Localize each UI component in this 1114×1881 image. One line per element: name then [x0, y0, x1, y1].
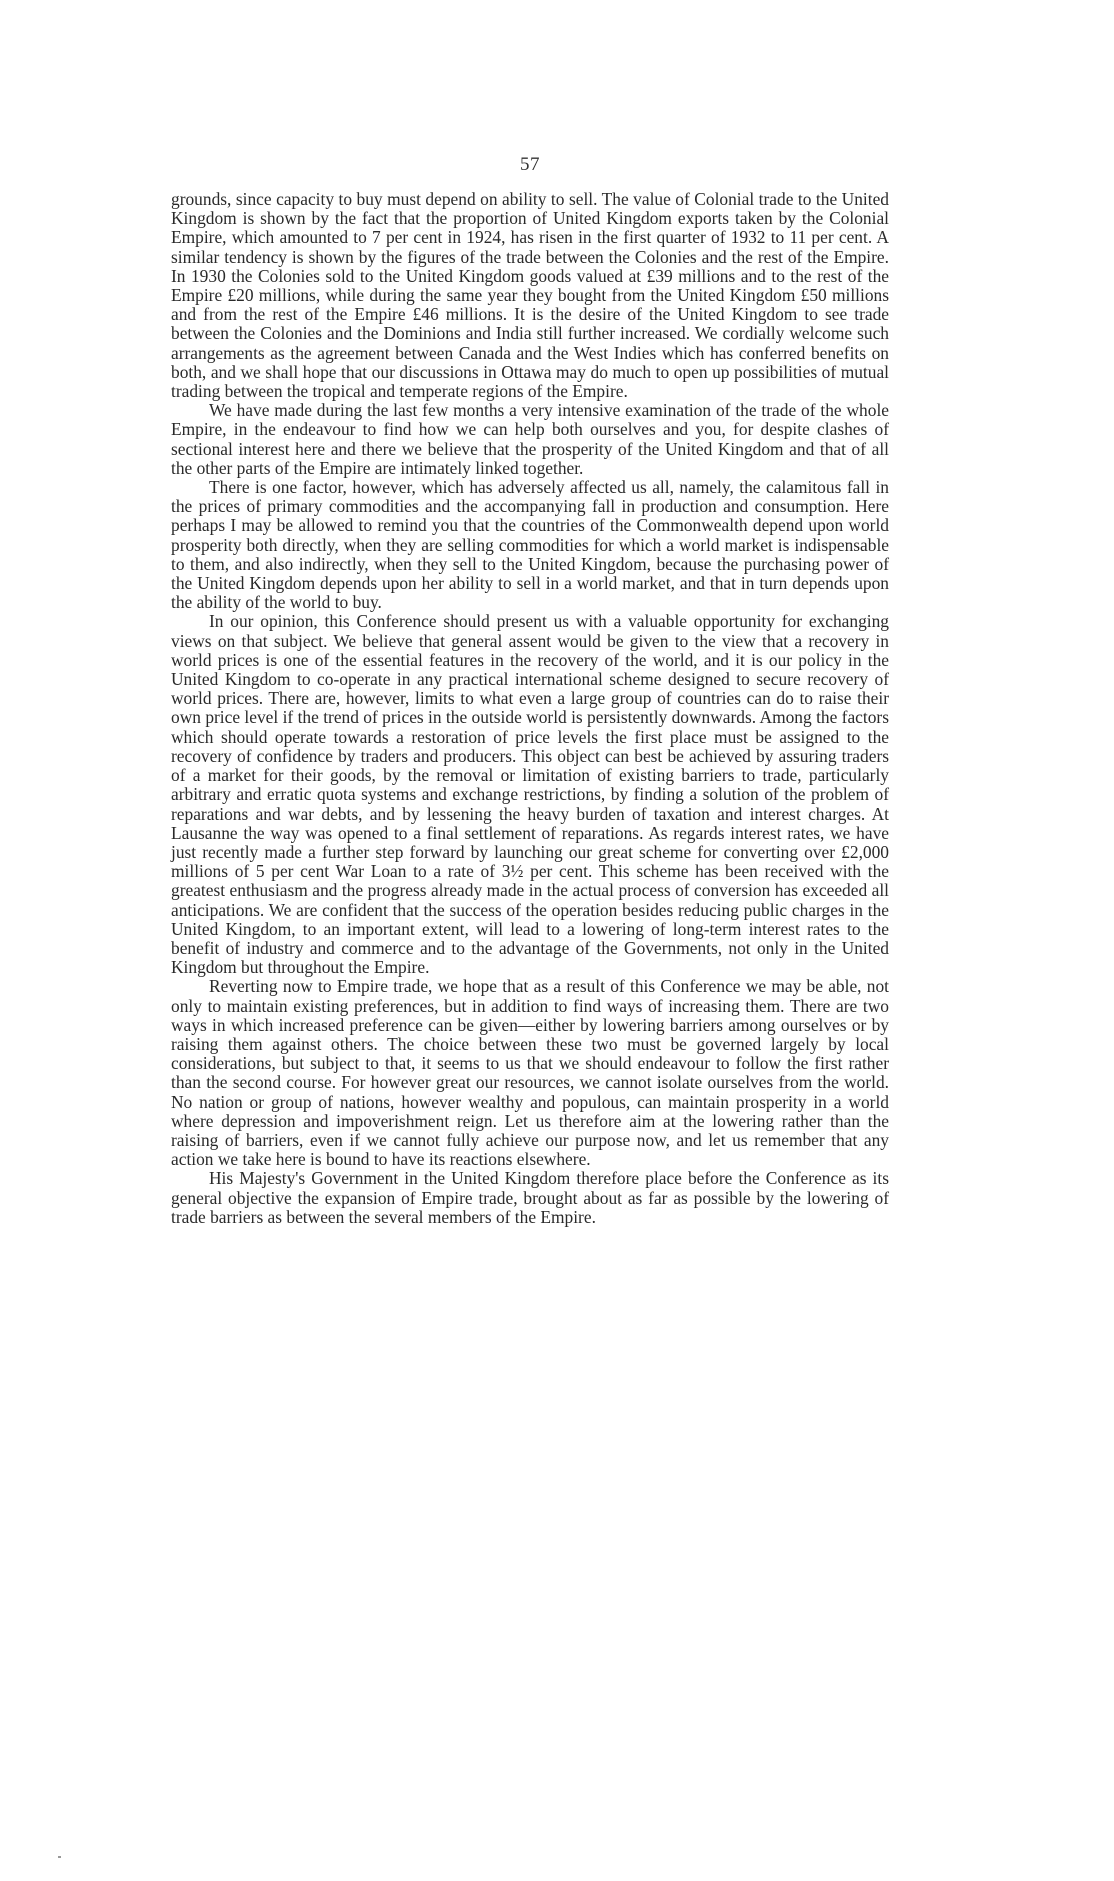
paragraph-objective: His Majesty's Government in the United Kingdom therefore place before the Conference as its general objective the expansion of Empire trade, brought about as far as possible by the lowering of trade barriers as between the several members of the Empire.	[171, 1168, 889, 1227]
paragraph-conference-opinion: In our opinion, this Conference should present us with a valuable opportunity for exchanging views on that subject. We believe that general assent would be given to the view that a recovery in world prices is one of the essential features in the recovery of the world, and it is our policy in the United Kingdom to co-operate in any practical international scheme designed to secure recovery of world prices. There are, however, limits to what even a large group of countries can do to raise their own price level if the trend of prices in the outside world is persistently downwards. Among the factors which should operate towards a restoration of price levels the first place must be assigned to the recovery of confidence by traders and producers. This object can best be achieved by assuring traders of a market for their goods, by the removal or limitation of existing barriers to trade, particularly arbitrary and erratic quota systems and exchange restrictions, by finding a solution of the problem of reparations and war debts, and by lessening the heavy burden of taxation and interest charges. At Lausanne the way was opened to a final settlement of reparations. As regards interest rates, we have just recently made a further step forward by launching our great scheme for converting over £2,000 millions of 5 per cent War Loan to a rate of 3½ per cent. This scheme has been received with the greatest enthusiasm and the progress already made in the actual process of conversion has exceeded all anticipations. We are confident that the success of the operation besides reducing public charges in the United Kingdom, to an important extent, will lead to a lowering of long-term interest rates to the benefit of industry and commerce and to the advantage of the Governments, not only in the United Kingdom but throughout the Empire.	[171, 611, 889, 978]
page-number: 57	[520, 154, 540, 175]
scan-mark	[58, 1856, 61, 1858]
paragraph-prices-fall: There is one factor, however, which has adversely affected us all, namely, the calamitous fall in the prices of primary commodities and the accompanying fall in production and consumption. Here perhaps I may be allowed to remind you that the countries of the Commonwealth depend upon world prosperity both directly, when they are selling commodities for which a world market is indispensable to them, and also indirectly, when they sell to the United Kingdom, because the purchasing power of the United Kingdom depends upon her ability to sell in a world market, and that in turn depends upon the ability of the world to buy.	[171, 477, 889, 613]
paragraph-examination: We have made during the last few months a very intensive examination of the trade of the whole Empire, in the endeavour to find how we can help both ourselves and you, for despite clashes of sectional interest here and there we believe that the prosperity of the United Kingdom and that of all the other parts of the Empire are intimately linked together.	[171, 400, 889, 478]
paragraph-empire-trade: Reverting now to Empire trade, we hope that as a result of this Conference we may be able, not only to maintain existing preferences, but in addition to find ways of increasing them. There are two ways in which increased preference can be given—either by lowering barriers among ourselves or by raising them against others. The choice between these two must be governed largely by local considerations, but subject to that, it seems to us that we should endeavour to follow the first rather than the second course. For however great our resources, we cannot isolate ourselves from the world. No nation or group of nations, however wealthy and populous, can maintain prosperity in a world where depression and impoverishment reign. Let us therefore aim at the lowering rather than the raising of barriers, even if we cannot fully achieve our purpose now, and let us remember that any action we take here is bound to have its reactions elsewhere.	[171, 976, 889, 1170]
paragraph-colonial-trade: grounds, since capacity to buy must depend on ability to sell. The value of Colonial trade to the United Kingdom is shown by the fact that the proportion of United Kingdom exports taken by the Colonial Empire, which amounted to 7 per cent in 1924, has risen in the first quarter of 1932 to 11 per cent. A similar tendency is shown by the figures of the trade between the Colonies and the rest of the Empire. In 1930 the Colonies sold to the United Kingdom goods valued at £39 millions and to the rest of the Empire £20 millions, while during the same year they bought from the United Kingdom £50 millions and from the rest of the Empire £46 millions. It is the desire of the United Kingdom to see trade between the Colonies and the Dominions and India still further increased. We cordially welcome such arrangements as the agreement between Canada and the West Indies which has conferred benefits on both, and we shall hope that our discussions in Ottawa may do much to open up possibilities of mutual trading between the tropical and temperate regions of the Empire.	[171, 189, 889, 402]
page-body	[171, 150, 889, 1227]
document-text	[171, 190, 889, 1227]
